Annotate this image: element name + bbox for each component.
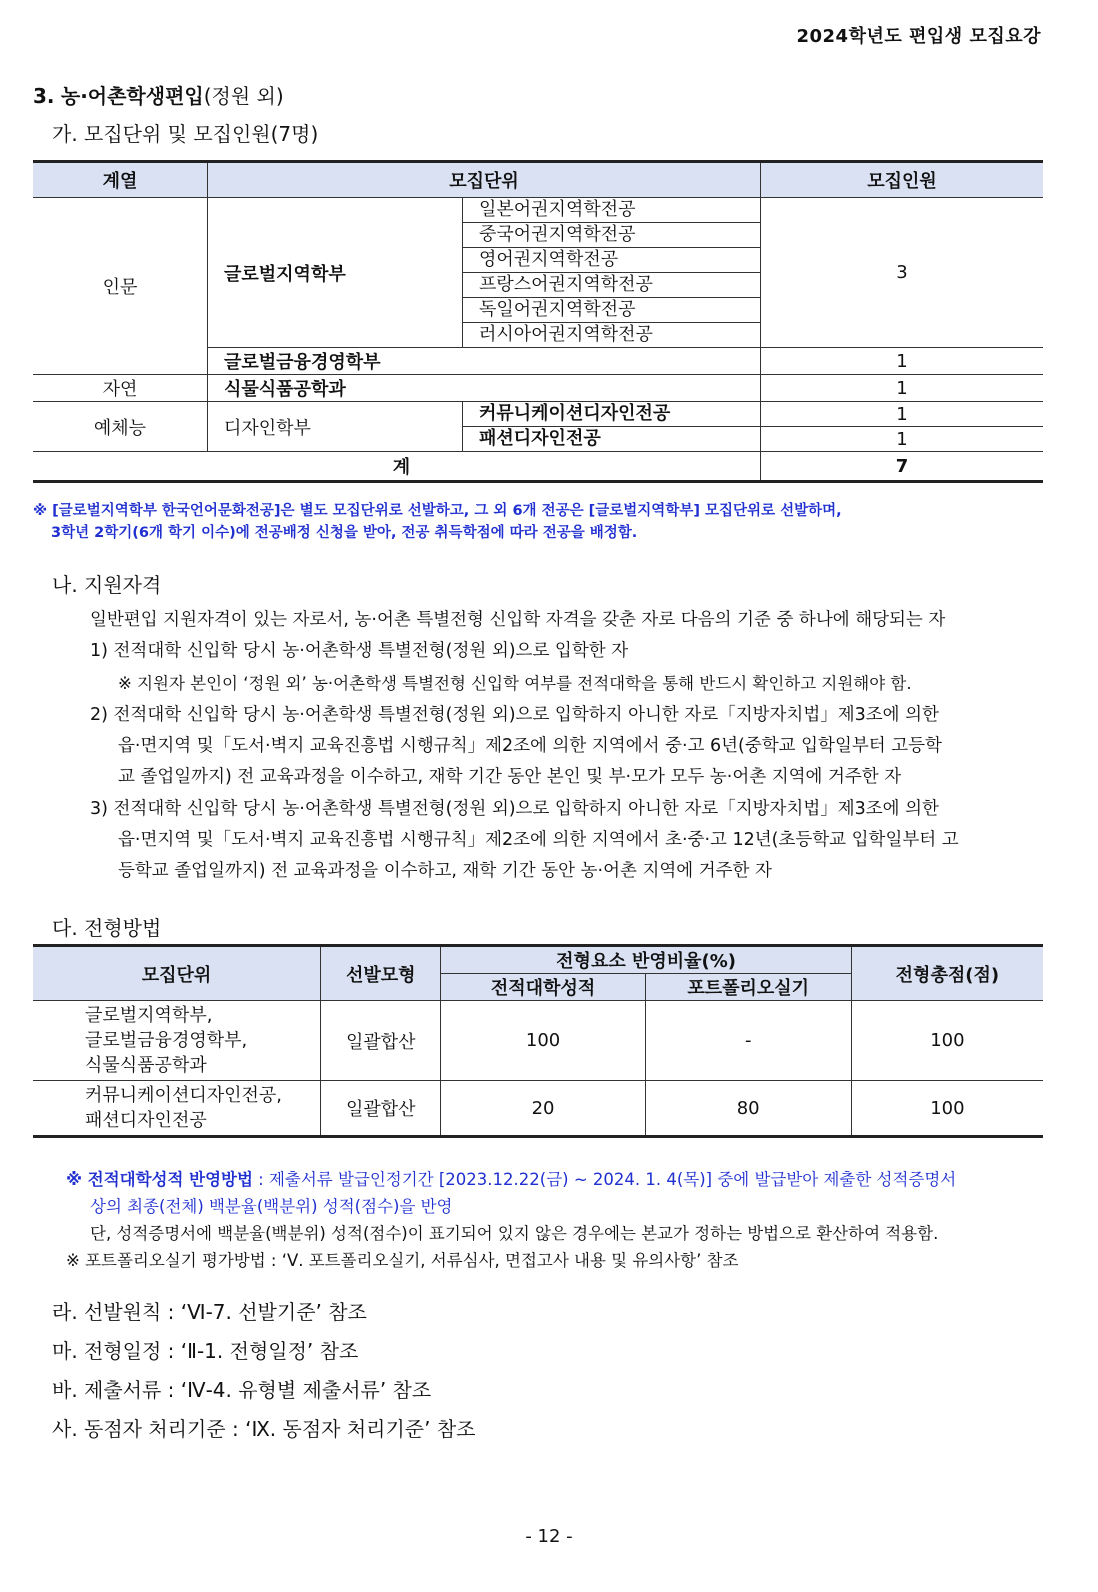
unit-line: 글로벌금융경영학부, (85, 1030, 248, 1051)
eligibility-item-1-note: ※ 지원자 본인이 ‘정원 외’ 농·어촌학생 특별전형 신입학 여부를 전적대학을 통해 반드시 확인하고 지원해야 함. (118, 674, 912, 693)
major-item: 독일어권지역학전공 (463, 298, 761, 323)
col-header-gpa: 전적대학성적 (441, 974, 645, 1001)
method-gpa: 20 (441, 1081, 645, 1137)
field-humanities: 인문 (33, 198, 208, 375)
subsection-da: 다. 전형방법 (52, 916, 162, 940)
eligibility-item-3-line-1: 3) 전적대학 신입학 당시 농·어촌학생 특별전형(정원 외)으로 입학하지 아니한 자로「지방자치법」제3조에 의한 (90, 799, 939, 819)
gpa-note-label: ※ 전적대학성적 반영방법 (66, 1170, 253, 1189)
method-unit (33, 1001, 320, 1081)
ref-schedule: 마. 전형일정 : ‘Ⅱ-1. 전형일정’ 참조 (52, 1339, 359, 1363)
unit-line: 패션디자인전공 (85, 1110, 207, 1131)
ref-tie-break: 사. 동점자 처리기준 : ‘Ⅸ. 동점자 처리기준’ 참조 (52, 1417, 476, 1441)
gpa-method-note (66, 1166, 1046, 1274)
total-label: 계 (33, 452, 761, 482)
col-header-type: 선발모형 (320, 946, 441, 1001)
col-header-unit: 모집단위 (208, 162, 761, 198)
note-line-2: 3학년 2학기(6개 학기 이수)에 전공배정 신청을 받아, 전공 취득학점에 따라 전공을 배정함. (51, 525, 638, 541)
major-item: 중국어권지역학전공 (463, 223, 761, 248)
selection-method-table (33, 944, 1043, 1138)
field-nature: 자연 (33, 375, 208, 402)
subsection-na: 나. 지원자격 (52, 573, 162, 597)
count-finance: 1 (761, 348, 1044, 375)
major-item: 영어권지역학전공 (463, 248, 761, 273)
gpa-note-text-2: 상의 최종(전체) 백분율(백분위) 성적(점수)을 반영 (90, 1197, 453, 1216)
col-header-unit: 모집단위 (33, 946, 320, 1001)
total-value: 7 (761, 452, 1044, 482)
unit-global: 글로벌지역학부 (208, 198, 463, 348)
eligibility-item-1: 1) 전적대학 신입학 당시 농·어촌학생 특별전형(정원 외)으로 입학한 자 (90, 641, 629, 661)
document-header-title: 2024학년도 편입생 모집요강 (796, 26, 1041, 47)
method-gpa: 100 (441, 1001, 645, 1081)
portfolio-note: ※ 포트폴리오실기 평가방법 : ‘Ⅴ. 포트폴리오실기, 서류심사, 면접고사 내용 및 유의사항’ 참조 (66, 1251, 739, 1270)
unit-finance: 글로벌금융경영학부 (208, 348, 761, 375)
col-header-total: 전형총점(점) (851, 946, 1043, 1001)
subsection-ga: 가. 모집단위 및 모집인원(7명) (52, 122, 319, 146)
section-title (33, 80, 284, 109)
eligibility-item-2-line-1: 2) 전적대학 신입학 당시 농·어촌학생 특별전형(정원 외)으로 입학하지 아니한 자로「지방자치법」제3조에 의한 (90, 705, 939, 725)
count-global: 3 (761, 198, 1044, 348)
eligibility-intro: 일반편입 지원자격이 있는 자로서, 농·어촌 특별전형 신입학 자격을 갖춘 자로 다음의 기준 중 하나에 해당되는 자 (90, 610, 946, 630)
ref-selection-principle: 라. 선발원칙 : ‘Ⅵ-7. 선발기준’ 참조 (52, 1300, 367, 1324)
section-number: 3. (33, 84, 55, 108)
major-item: 러시아어권지역학전공 (463, 323, 761, 348)
method-portfolio: - (645, 1001, 851, 1081)
col-header-portfolio: 포트폴리오실기 (645, 974, 851, 1001)
major-item: 일본어권지역학전공 (463, 198, 761, 223)
recruitment-table (33, 160, 1043, 483)
unit-design: 디자인학부 (208, 402, 463, 452)
eligibility-item-3-line-3: 등학교 졸업일까지) 전 교육과정을 이수하고, 재학 기간 동안 농·어촌 지역에 거주한 자 (118, 861, 772, 881)
major-item: 패션디자인전공 (463, 427, 761, 452)
unit-line: 식물식품공학과 (85, 1055, 207, 1076)
global-major-note (33, 500, 842, 544)
section-title-bold: 농·어촌학생편입 (60, 84, 204, 108)
method-type: 일괄합산 (320, 1001, 441, 1081)
major-item: 프랑스어권지역학전공 (463, 273, 761, 298)
method-total: 100 (851, 1081, 1043, 1137)
major-item: 커뮤니케이션디자인전공 (463, 402, 761, 427)
col-header-field: 계열 (33, 162, 208, 198)
eligibility-item-2-line-3: 교 졸업일까지) 전 교육과정을 이수하고, 재학 기간 동안 본인 및 부·모가 모두 농·어촌 지역에 거주한 자 (118, 767, 902, 787)
eligibility-item-2-line-2: 읍·면지역 및「도서·벽지 교육진흥법 시행규칙」제2조에 의한 지역에서 중·고 6년(중학교 입학일부터 고등학 (118, 736, 942, 756)
count-fashion-design: 1 (761, 427, 1044, 452)
unit-line: 커뮤니케이션디자인전공, (85, 1085, 282, 1106)
unit-plant: 식물식품공학과 (208, 375, 761, 402)
count-comm-design: 1 (761, 402, 1044, 427)
count-plant: 1 (761, 375, 1044, 402)
page-number: - 12 - (525, 1526, 573, 1547)
gpa-note-text-3: 단, 성적증명서에 백분율(백분위) 성적(점수)이 표기되어 있지 않은 경우에는 본교가 정하는 방법으로 환산하여 적용함. (90, 1224, 939, 1243)
method-type: 일괄합산 (320, 1081, 441, 1137)
ref-documents: 바. 제출서류 : ‘Ⅳ-4. 유형별 제출서류’ 참조 (52, 1378, 432, 1402)
gpa-note-text-1: : 제출서류 발급인정기간 [2023.12.22(금) ~ 2024. 1. 4(목)] 중에 발급받아 제출한 성적증명서 (252, 1170, 957, 1189)
eligibility-item-3-line-2: 읍·면지역 및「도서·벽지 교육진흥법 시행규칙」제2조에 의한 지역에서 초·중·고 12년(초등학교 입학일부터 고 (118, 830, 959, 850)
note-line-1: ※ [글로벌지역학부 한국언어문화전공]은 별도 모집단위로 선발하고, 그 외 6개 전공은 [글로벌지역학부] 모집단위로 선발하며, (33, 503, 842, 519)
method-portfolio: 80 (645, 1081, 851, 1137)
col-header-ratio: 전형요소 반영비율(%) (441, 946, 851, 974)
method-total: 100 (851, 1001, 1043, 1081)
field-arts: 예체능 (33, 402, 208, 452)
col-header-count: 모집인원 (761, 162, 1044, 198)
unit-line: 글로벌지역학부, (85, 1005, 213, 1026)
section-title-rest: (정원 외) (203, 84, 284, 108)
method-unit (33, 1081, 320, 1137)
